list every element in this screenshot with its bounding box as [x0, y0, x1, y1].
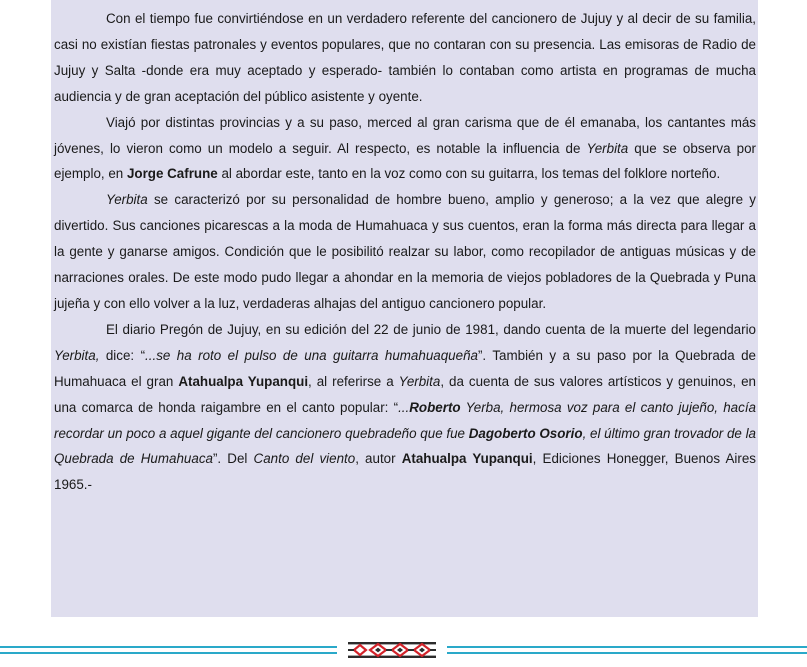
- text-run: , da cuenta de sus valores artísticos y genuinos, en una comarca de honda raigambre en el canto popular: “: [54, 373, 756, 415]
- text-run: ”. Del: [212, 451, 254, 467]
- text-run: Yerbita: [586, 140, 629, 156]
- text-run: , el último gran trovador de la Quebrada de Humahuaca: [54, 425, 757, 467]
- text-run: ...: [398, 399, 410, 415]
- text-run: al abordar este, tanto en la voz como con su guitarra, los temas del folklore norteño.: [217, 166, 721, 182]
- text-run: Roberto: [409, 399, 461, 415]
- paragraph: [54, 187, 756, 317]
- text-run: Con el tiempo fue convirtiéndose en un verdadero referente del cancionero de Jujuy y al decir de su familia, casi no existían fiestas patronales y eventos populares, que no contaran con su presencia. Las emisoras de Radio de Jujuy y Salta -donde era muy aceptado y esperado- también lo contaban como artista en programas de mucha audiencia y de gran aceptación del público asistente y oyente.: [54, 11, 756, 104]
- text-run: Jorge Cafrune: [126, 166, 218, 182]
- text-run: Yerbita: [398, 373, 441, 389]
- text-run: ”. También y a su paso por la Quebrada de Humahuaca el gran: [54, 347, 756, 389]
- document-body: [54, 6, 756, 498]
- text-run: ...se ha roto el pulso de una guitarra humahuaqueña: [145, 347, 478, 363]
- text-run: , al referirse a: [308, 373, 399, 389]
- text-run: , autor: [355, 451, 402, 467]
- text-run: Dagoberto Osorio: [468, 425, 583, 441]
- text-run: Atahualpa Yupanqui: [401, 451, 533, 467]
- footer-rule-right: [447, 646, 807, 654]
- paragraph: [54, 317, 756, 498]
- text-run: El diario Pregón de Jujuy, en su edición del 22 de junio de 1981, dando cuenta de la muerte del legendario: [106, 321, 756, 337]
- text-run: dice: “: [99, 347, 146, 363]
- text-run: Yerbita: [106, 192, 148, 208]
- paragraph: [54, 110, 756, 188]
- text-run: Yerba, hermosa voz para el canto jujeño, hacía recordar un poco a aquel gigante del cancionero quebradeño que fue: [54, 399, 756, 441]
- text-run: , Ediciones Honegger, Buenos Aires 1965.-: [54, 451, 756, 493]
- text-run: Viajó por distintas provincias y a su paso, merced al gran carisma que de él emanaba, los cantantes más jóvenes, lo vieron como un modelo a seguir. Al respecto, es notable la influencia de: [54, 114, 756, 156]
- andean-diamond-pattern-icon: [348, 640, 436, 660]
- text-run: Atahualpa Yupanqui: [178, 373, 309, 389]
- text-run: Canto del viento: [253, 451, 356, 467]
- text-run: que se observa por ejemplo, en: [54, 140, 757, 182]
- text-run: Yerbita,: [54, 347, 100, 363]
- text-run: se caracterizó por su personalidad de hombre bueno, amplio y generoso; a la vez que alegre y divertido. Sus canciones picarescas a la moda de Humahuaca y sus cuentos, eran la forma más directa para llegar a la gente y ganarse amigos. Condición que le posibilitó realzar su labor, como recopilador de antiguas músicas y de narraciones orales. De este modo pudo llegar a ahondar en la memoria de viejos pobladores de la Quebrada y Puna jujeña y con ello volver a la luz, verdaderas alhajas del antiguo cancionero popular.: [54, 192, 756, 311]
- paragraph: [54, 6, 756, 110]
- page-footer: [0, 639, 807, 663]
- footer-rule-left: [0, 646, 337, 654]
